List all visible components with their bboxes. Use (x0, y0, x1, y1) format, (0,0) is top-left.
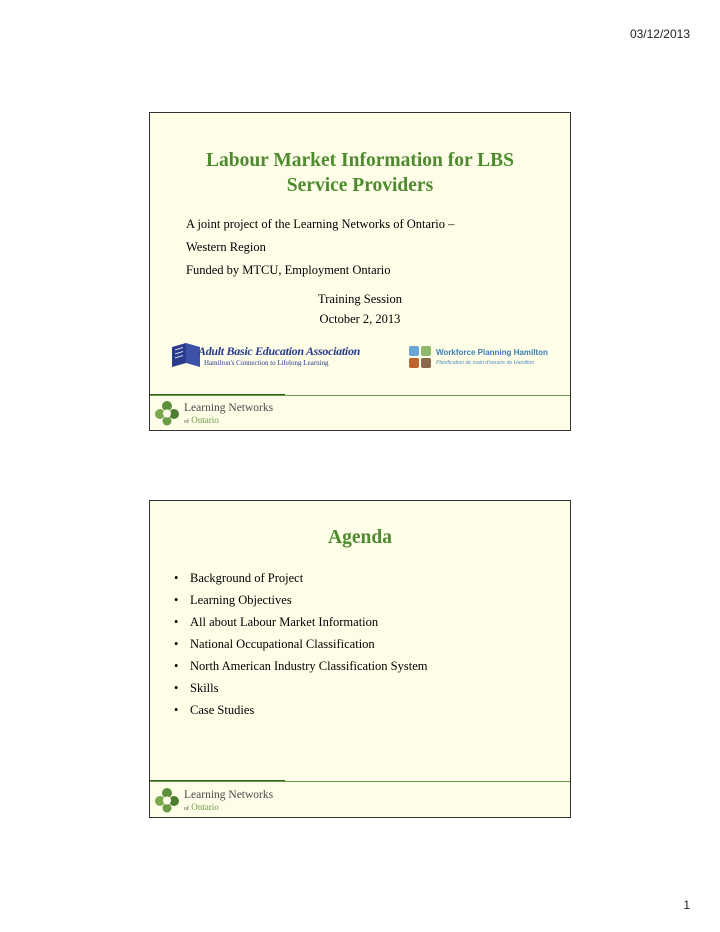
list-item: • Learning Objectives (172, 589, 427, 611)
list-item: • Background of Project (172, 567, 427, 589)
aba-logo-subtitle: Hamilton's Connection to Lifelong Learning (204, 359, 329, 367)
slide-title-page (149, 112, 571, 431)
learning-networks-logo (154, 398, 284, 428)
list-item: • Skills (172, 677, 427, 699)
logo-line-1: Learning Networks (184, 789, 274, 801)
project-description (186, 213, 454, 282)
description-line: Funded by MTCU, Employment Ontario (186, 263, 391, 277)
wph-logo-title: Workforce Planning Hamilton (436, 348, 548, 357)
list-item: • North American Industry Classification System (172, 655, 427, 677)
session-date: October 2, 2013 (319, 312, 401, 326)
aba-logo (170, 341, 361, 371)
footer-divider-accent (150, 394, 285, 395)
title-line-1: Labour Market Information for LBS (205, 150, 515, 171)
wph-logo-subtitle: Planification de main d'oeuvre de Hamilton (436, 360, 535, 366)
slide-title: Agenda (328, 527, 392, 548)
logo-line-2: of Ontario (184, 415, 219, 425)
leaf-icon (154, 787, 180, 813)
slide-title (150, 148, 570, 198)
leaf-icon (154, 400, 180, 426)
wph-logo (408, 345, 558, 373)
title-line-2: Service Providers (286, 175, 434, 196)
description-line: A joint project of the Learning Networks of Ontario – (186, 217, 455, 231)
list-item: • Case Studies (172, 699, 427, 721)
slide-agenda (149, 500, 571, 818)
aba-logo-title: Adult Basic Education Association (198, 344, 361, 358)
logo-line-2: of Ontario (184, 802, 219, 812)
logo-line-1: Learning Networks (184, 402, 274, 414)
agenda-list (172, 567, 427, 721)
puzzle-icon (408, 345, 432, 369)
footer-divider (150, 781, 570, 782)
description-line: Western Region (186, 240, 266, 254)
list-item: • All about Labour Market Information (172, 611, 427, 633)
session-info (150, 289, 570, 329)
page-date: 03/12/2013 (629, 27, 690, 41)
session-label: Training Session (318, 292, 402, 306)
learning-networks-logo (154, 785, 284, 815)
page-number: 1 (683, 898, 690, 912)
list-item: • National Occupational Classification (172, 633, 427, 655)
footer-divider-accent (150, 780, 285, 781)
footer-divider (150, 395, 570, 396)
